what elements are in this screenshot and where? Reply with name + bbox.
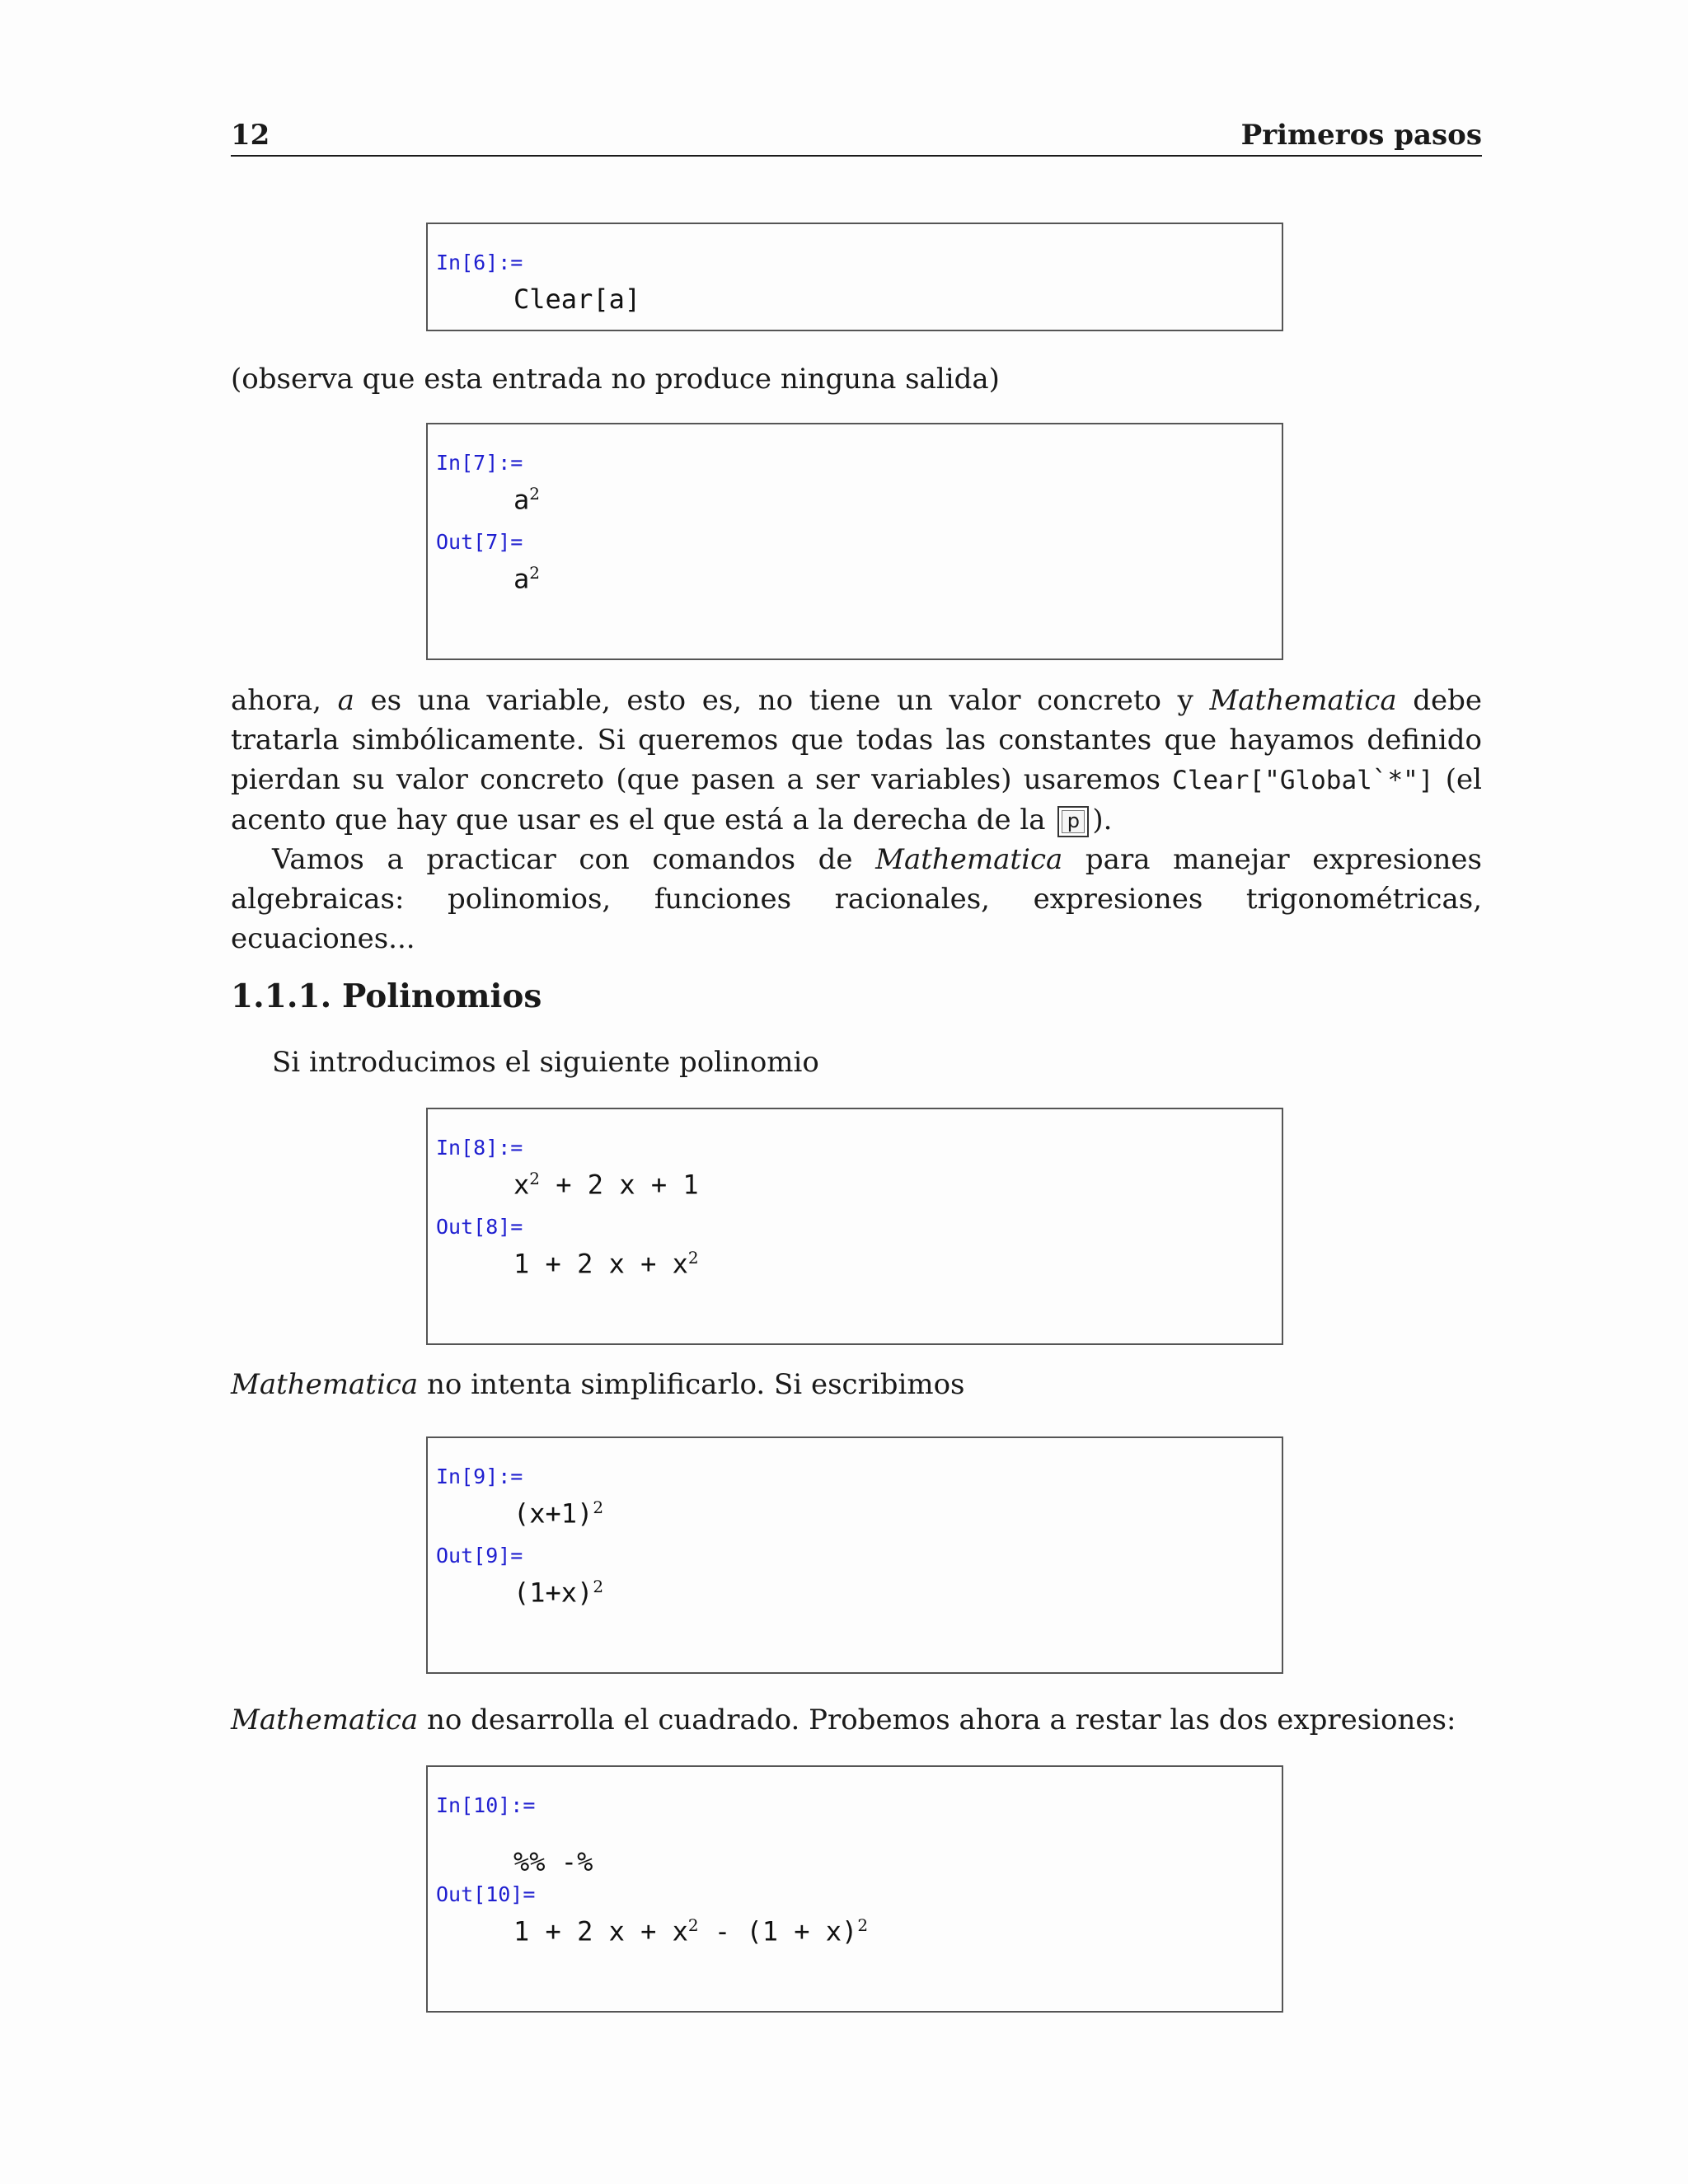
section-number: 1.1.1. bbox=[231, 977, 332, 1015]
output-label: Out[8]= bbox=[436, 1215, 523, 1239]
output-code: 1 + 2 $x + x^2$ bbox=[513, 1248, 699, 1280]
input-code: %% -% bbox=[513, 1846, 593, 1877]
section-heading bbox=[231, 977, 542, 1015]
paragraph-variables: ahora, a es una variable, esto es, no tiene un valor concreto y Mathematica debe tratarla simbólicamente. Si queremos que todas las constantes que hayamos definido pierdan su valor concreto (que pasen a ser variables) usaremos Clear["Global`*"] (el acento que hay que usar es el que está a la derecha de la p ). bbox=[231, 684, 1482, 837]
page-number: 12 bbox=[231, 119, 270, 152]
input-code: $a^2$ bbox=[513, 484, 540, 516]
output-label: Out[10]= bbox=[436, 1882, 536, 1906]
paragraph-no-expand: Mathematica no desarrolla el cuadrado. Probemos ahora a restar las dos expresiones: bbox=[231, 1704, 1456, 1736]
notebook-cell-10 bbox=[426, 1765, 1283, 2013]
input-code: $x^2 + 2$ x + 1 bbox=[513, 1169, 699, 1201]
output-code: $a^2$ bbox=[513, 563, 540, 595]
input-label: In[6]:= bbox=[436, 251, 523, 274]
paragraph-note bbox=[231, 359, 1482, 399]
running-title: Primeros pasos bbox=[1240, 119, 1482, 152]
input-label: In[8]:= bbox=[436, 1136, 523, 1160]
notebook-cell-7 bbox=[426, 423, 1283, 660]
paragraph-intro-polynomial: Si introducimos el siguiente polinomio bbox=[272, 1046, 819, 1079]
section-title: Polinomios bbox=[342, 977, 542, 1015]
inline-code: Clear["Global`*"] bbox=[1172, 766, 1434, 795]
keyboard-key-p: p bbox=[1057, 806, 1089, 837]
input-label: In[10]:= bbox=[436, 1793, 536, 1817]
output-code: 1 + 2 $x + x^2 - (1 + x)^2$ bbox=[513, 1915, 869, 1947]
notebook-cell-6 bbox=[426, 223, 1283, 331]
input-code: $(x+1)^2$ bbox=[513, 1497, 604, 1530]
output-label: Out[7]= bbox=[436, 530, 523, 554]
paragraph-no-simplify: Mathematica no intenta simplificarlo. Si escribimos bbox=[231, 1368, 965, 1401]
input-code: Clear[a] bbox=[513, 284, 641, 315]
note-text: (observa que esta entrada no produce ninguna salida) bbox=[231, 363, 1000, 396]
input-label: In[7]:= bbox=[436, 451, 523, 475]
notebook-cell-8 bbox=[426, 1108, 1283, 1345]
input-label: In[9]:= bbox=[436, 1465, 523, 1488]
notebook-cell-9 bbox=[426, 1436, 1283, 1674]
output-code: $(1+x)^2$ bbox=[513, 1577, 604, 1609]
output-label: Out[9]= bbox=[436, 1544, 523, 1568]
paragraph-practice: Vamos a practicar con comandos de Mathematica para manejar expresiones algebraicas: polinomios, funciones racionales, expresiones trigonométricas, ecuaciones... bbox=[231, 843, 1482, 955]
page-header bbox=[231, 115, 1482, 157]
